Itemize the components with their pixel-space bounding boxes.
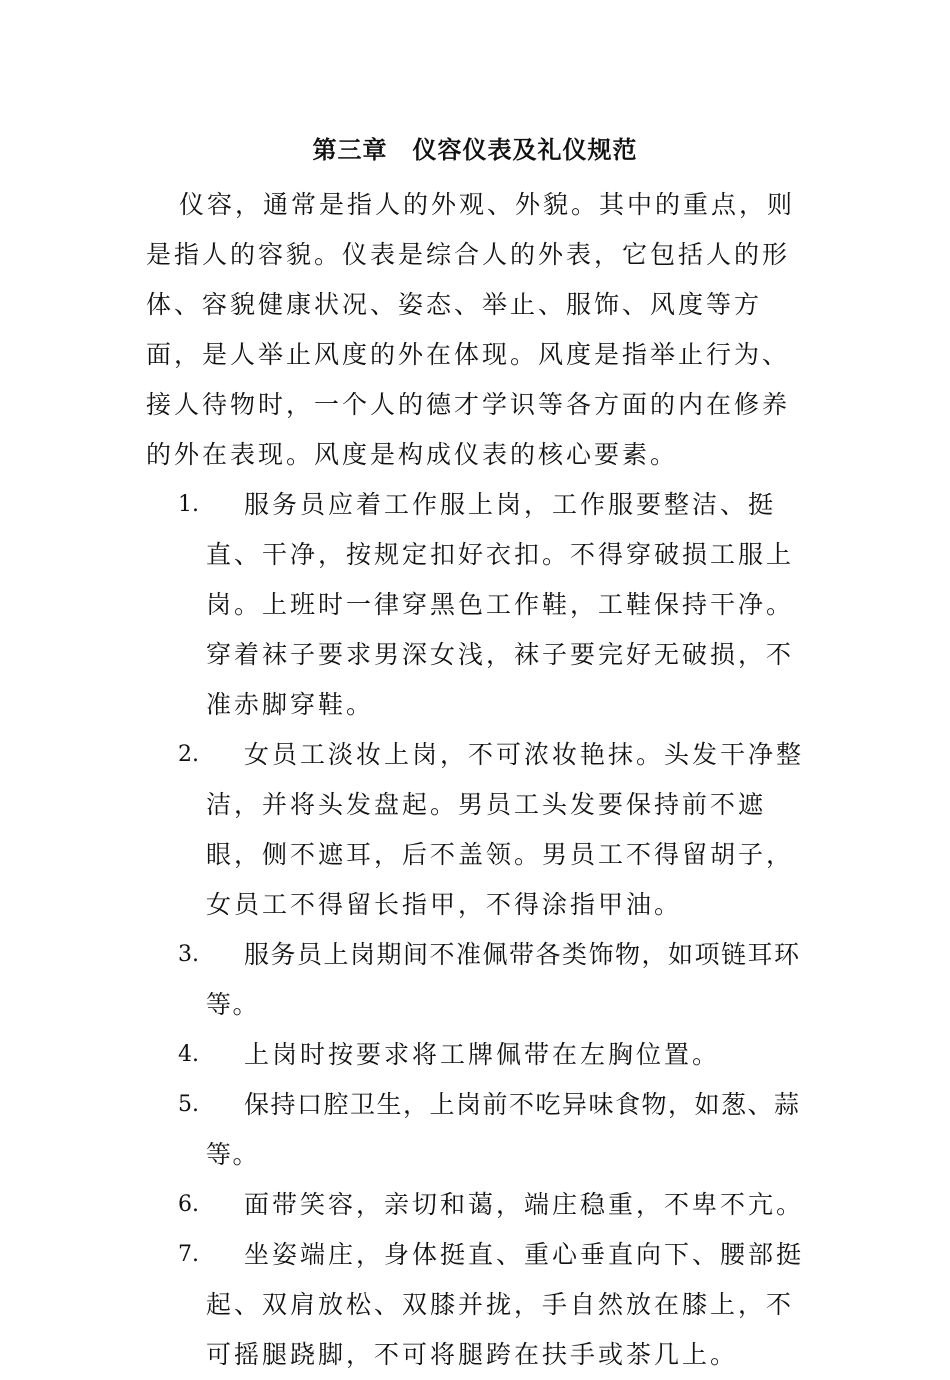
item-number: 5. bbox=[178, 1092, 199, 1117]
item-number: 3. bbox=[178, 942, 199, 967]
list-item bbox=[0, 1030, 806, 1080]
item-text: 面带笑容，亲切和蔼，端庄稳重，不卑不亢。 bbox=[244, 1190, 805, 1219]
item-text: 服务员应着工作服上岗，工作服要整洁、挺直、干净，按规定扣好衣扣。不得穿破损工服上岗。上班时一律穿黑色工作鞋，工鞋保持干净。穿着袜子要求男深女浅，袜子要完好无破损，不准赤脚穿鞋。 bbox=[206, 490, 795, 719]
list-item bbox=[0, 1080, 846, 1180]
list-item bbox=[0, 1180, 806, 1230]
item-number: 2. bbox=[178, 742, 199, 767]
item-text: 保持口腔卫生，上岗前不吃异味食物，如葱、蒜等。 bbox=[206, 1090, 801, 1169]
item-number: 1. bbox=[178, 492, 199, 517]
item-text: 女员工淡妆上岗，不可浓妆艳抹。头发干净整洁，并将头发盘起。男员工头发要保持前不遮眼，侧不遮耳，后不盖领。男员工不得留胡子，女员工不得留长指甲，不得涂指甲油。 bbox=[206, 740, 805, 919]
chapter-title: 第三章 仪容仪表及礼仪规范 bbox=[312, 135, 638, 164]
item-number: 7. bbox=[178, 1242, 199, 1267]
list-item bbox=[0, 480, 806, 730]
intro-paragraph bbox=[146, 180, 810, 480]
rules-list bbox=[0, 480, 950, 1380]
list-item bbox=[0, 730, 806, 930]
item-text: 坐姿端庄，身体挺直、重心垂直向下、腰部挺起、双肩放松、双膝并拢，手自然放在膝上，不可摇腿跷脚，不可将腿跨在扶手或茶几上。 bbox=[206, 1240, 805, 1369]
item-text: 上岗时按要求将工牌佩带在左胸位置。 bbox=[244, 1040, 721, 1069]
list-item bbox=[0, 930, 846, 1030]
intro-text: 仪容，通常是指人的外观、外貌。其中的重点，则是指人的容貌。仪表是综合人的外表，它包括人的形体、容貌健康状况、姿态、举止、服饰、风度等方面，是人举止风度的外在体现。风度是指举止行为、接人待物时，一个人的德才学识等各方面的内在修养的外在表现。风度是构成仪表的核心要素。 bbox=[146, 190, 796, 469]
item-text: 服务员上岗期间不准佩带各类饰物，如项链耳环等。 bbox=[206, 940, 801, 1019]
item-number: 4. bbox=[178, 1042, 199, 1067]
list-item bbox=[0, 1230, 806, 1380]
item-number: 6. bbox=[178, 1192, 199, 1217]
